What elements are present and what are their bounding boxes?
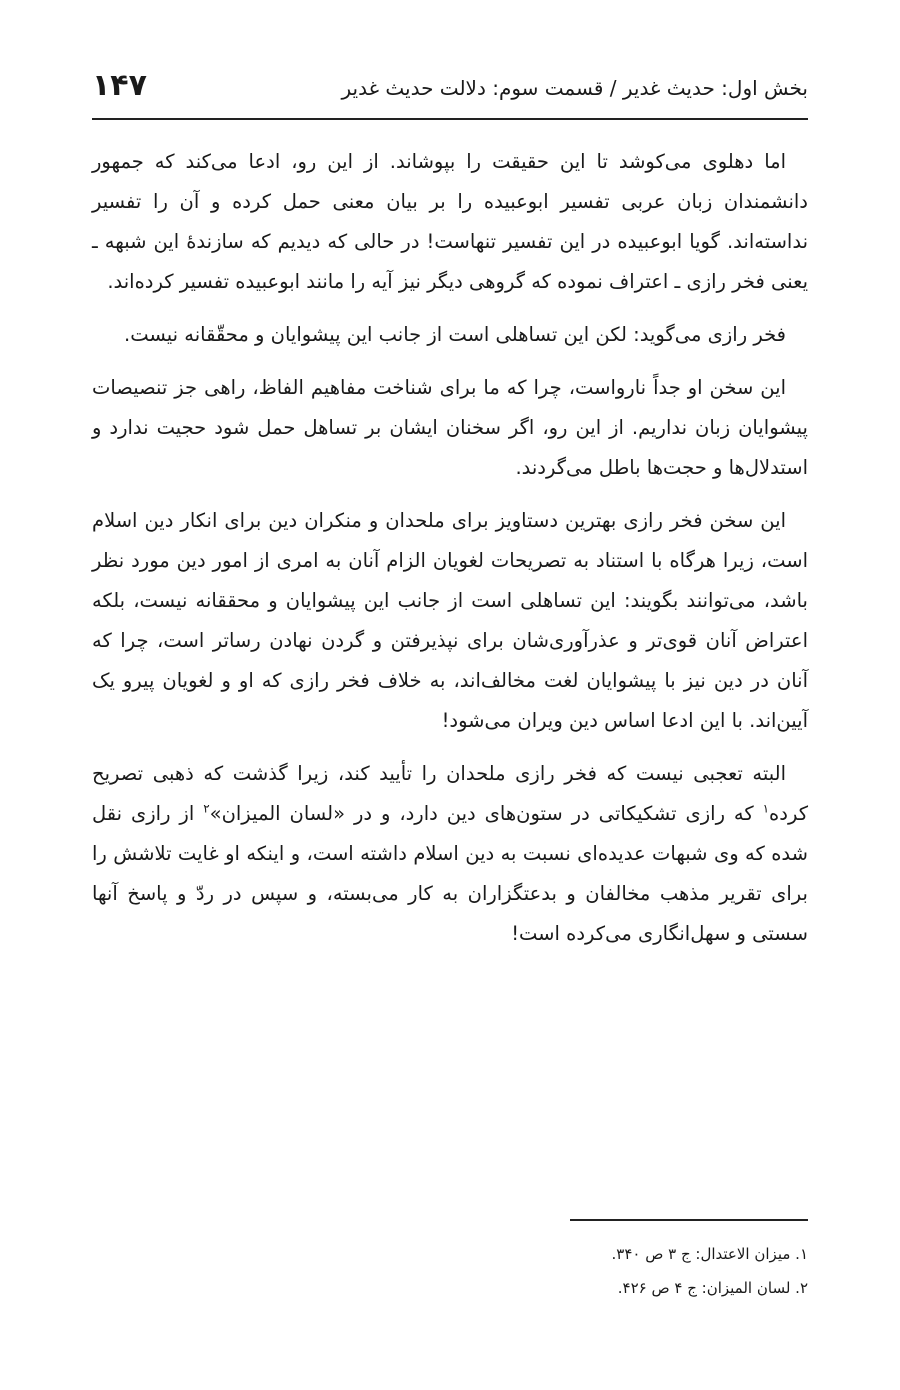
- paragraph-5: [92, 754, 808, 954]
- footnote-ref-1: ۱: [762, 801, 770, 816]
- footnote-ref-2: ۲: [203, 801, 210, 816]
- running-header: [92, 66, 808, 120]
- paragraph-3: این سخن او جداً نارواست، چرا که ما برای شناخت مفاهیم الفاظ، راهی جز تنصیصات پیشوایان زبان نداریم. از این رو، اگر سخنان ایشان بر تساهل حمل شود حجیت ندارد و استدلال‌ها و حجت‌ها باطل می‌گردند.: [92, 376, 808, 479]
- paragraph-5-part-1: البته تعجبی نیست که فخر رازی ملحدان را تأیید کند، زیرا گذشت که ذهبی تصریح کرده: [92, 762, 808, 825]
- paragraph-5-part-3: از رازی نقل شده که وی شبهات عدیده‌ای نسبت به دین اسلام داشته است، و اینکه او غایت تلاشش را برای تقریر مذهب مخالفان و بدعتگزاران به کار می‌بسته، و سپس در ردّ و پاسخ آنها سستی و سهل‌انگاری می‌کرده است!: [92, 802, 808, 945]
- paragraph-4: این سخن فخر رازی بهترین دستاویز برای ملحدان و منکران دین برای انکار دین اسلام است، زیرا هرگاه با استناد به تصریحات لغویان الزام آنان به امری از امور دین مورد نظر باشد، می‌توانند بگویند: این تساهلی است از جانب این پیشوایان و محققانه نیست، بلکه اعتراض آنان قوی‌تر و عذرآوری‌شان برای نپذیرفتن و گردن نهادن رساتر است، چرا که آنان در دین نیز با پیشوایان لغت مخالف‌اند، به خلاف فخر رازی که او و لغویان پیرو یک آیین‌اند. با این ادعا اساس دین ویران می‌شود!: [92, 509, 808, 732]
- paragraph-2: فخر رازی می‌گوید: لکن این تساهلی است از جانب این پیشوایان و محقّقانه نیست.: [124, 323, 786, 346]
- footnote-1: ۱. میزان الاعتدال: ج ۳ ص ۳۴۰.: [611, 1245, 808, 1263]
- footnote-divider: [570, 1219, 808, 1221]
- main-text: [92, 142, 808, 967]
- running-header-title: بخش اول: حدیث غدیر / قسمت سوم: دلالت حدیث غدیر: [341, 76, 808, 100]
- paragraph-1: اما دهلوی می‌کوشد تا این حقیقت را بپوشاند. از این رو، ادعا می‌کند که جمهور دانشمندان زبان عربی تفسیر ابوعبیده را بر بیان معنی حمل کرده و آن را تفسیر نداسته‌اند. گویا ابوعبیده در این تفسیر تنهاست! در حالی که دیدیم که سازندهٔ این شبهه ـ یعنی فخر رازی ـ اعتراف نموده که گروهی دیگر نیز آیه را مانند ابوعبیده تفسیر کرده‌اند.: [92, 150, 808, 293]
- page-number: ۱۴۷: [92, 68, 147, 103]
- footnote-2: ۲. لسان المیزان: ج ۴ ص ۴۲۶.: [617, 1279, 808, 1297]
- footnotes: [92, 1237, 808, 1305]
- paragraph-5-part-2: که رازی تشکیکاتی در ستون‌های دین دارد، و در «لسان المیزان»: [209, 802, 763, 825]
